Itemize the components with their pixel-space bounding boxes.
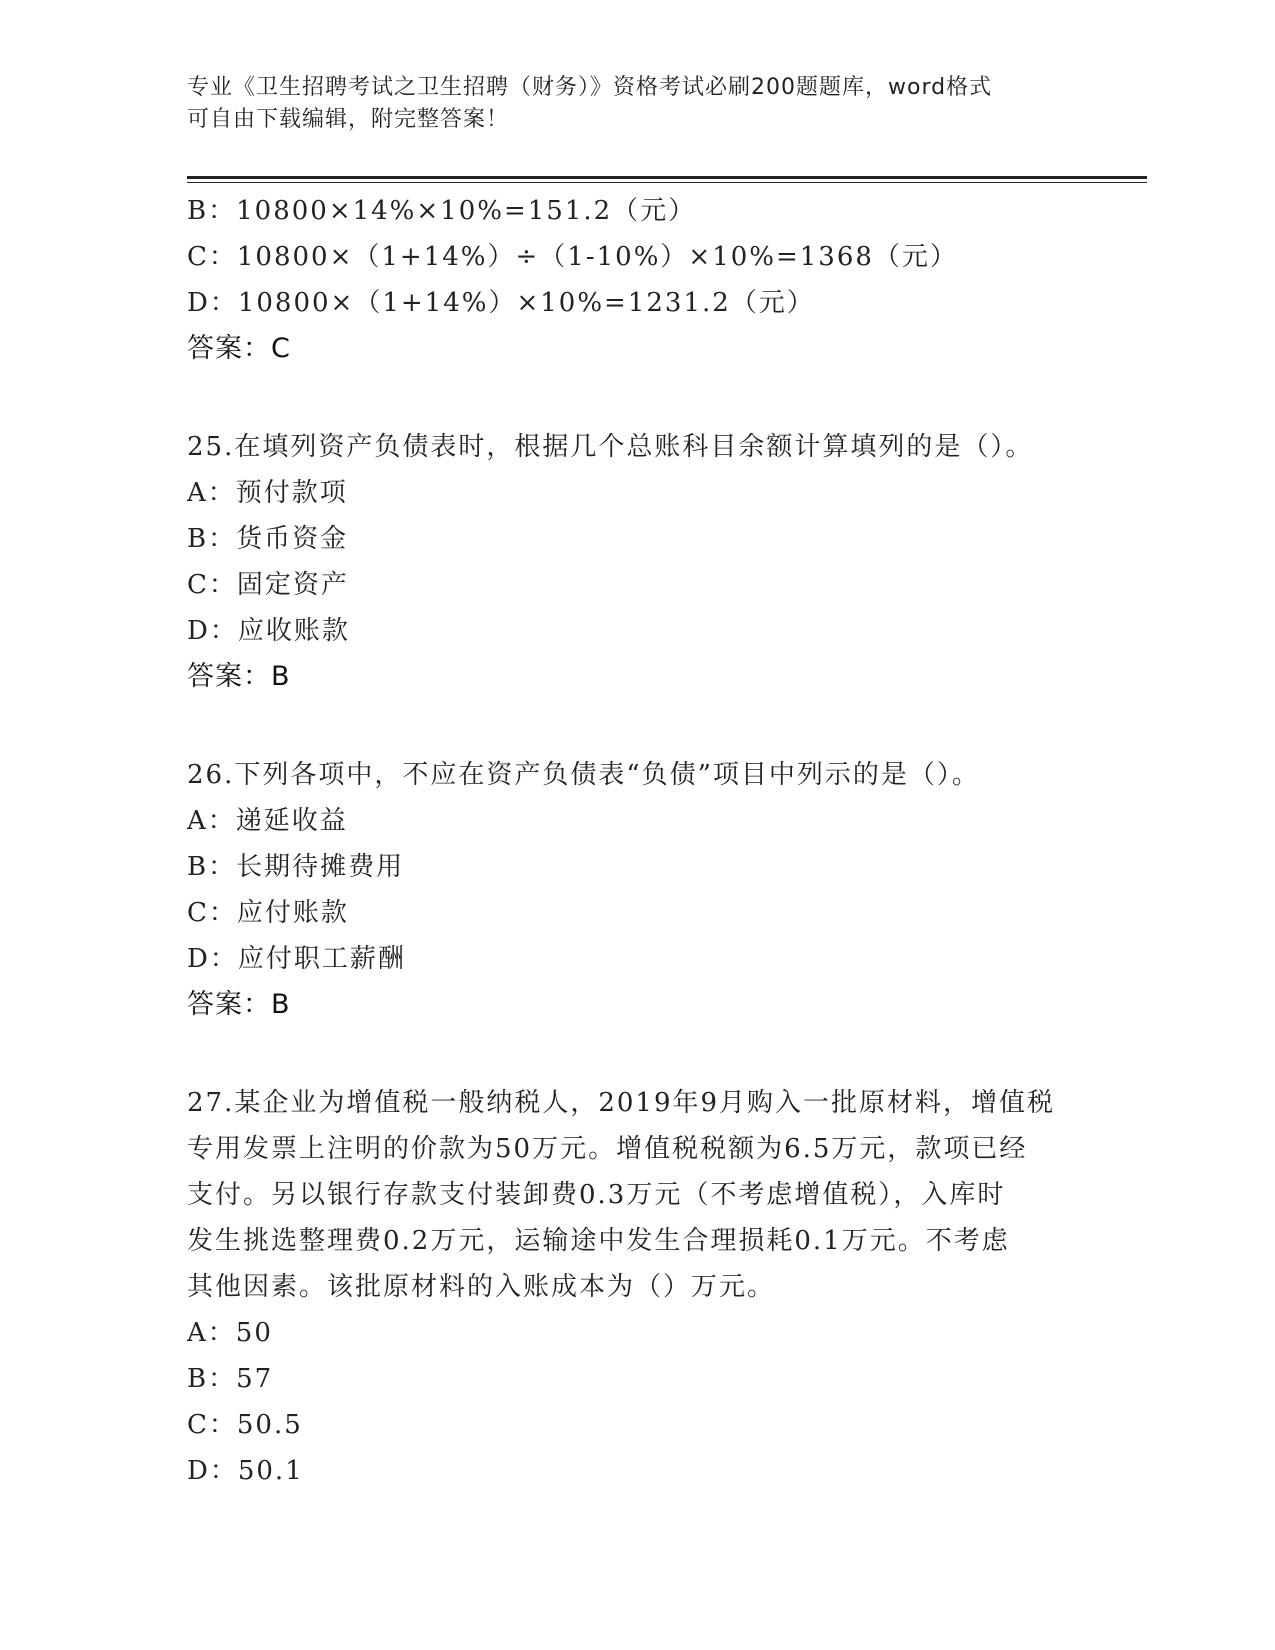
- header-divider-thin: [187, 182, 1147, 183]
- question-24: [187, 188, 1087, 372]
- option-d: D：50.1: [187, 1456, 304, 1486]
- header-line-2: 可自由下载编辑，附完整答案！: [187, 107, 510, 132]
- question-stem: 26.下列各项中，不应在资产负债表“负债”项目中列示的是（）。: [187, 760, 980, 790]
- question-stem-line: 27.某企业为增值税一般纳税人，2019年9月购入一批原材料，增值税: [187, 1088, 1056, 1118]
- question-stem-line: 其他因素。该批原材料的入账成本为（）万元。: [187, 1272, 776, 1302]
- answer: 答案：B: [187, 989, 291, 1020]
- question-26: [187, 752, 1087, 1028]
- spacer: [187, 1028, 1087, 1080]
- header-line-1: 专业《卫生招聘考试之卫生招聘（财务）》资格考试必刷200题题库，word格式: [187, 75, 993, 100]
- header-divider-thick: [187, 176, 1147, 179]
- option-c: C：应付账款: [187, 898, 349, 928]
- option-b: B：10800×14%×10%=151.2（元）: [187, 196, 697, 226]
- question-stem-line: 专用发票上注明的价款为50万元。增值税税额为6.5万元，款项已经: [187, 1134, 1028, 1164]
- option-c: C：10800×（1+14%）÷（1-10%）×10%=1368（元）: [187, 242, 958, 272]
- option-c: C：50.5: [187, 1410, 303, 1440]
- question-25: [187, 424, 1087, 700]
- spacer: [187, 372, 1087, 424]
- option-c: C：固定资产: [187, 570, 349, 600]
- answer: 答案：B: [187, 661, 291, 692]
- question-27: [187, 1080, 1087, 1494]
- spacer: [187, 700, 1087, 752]
- question-stem-line: 发生挑选整理费0.2万元，运输途中发生合理损耗0.1万元。不考虑: [187, 1226, 1010, 1256]
- answer: 答案：C: [187, 333, 291, 364]
- option-a: A：预付款项: [187, 478, 348, 508]
- question-stem-line: 支付。另以银行存款支付装卸费0.3万元（不考虑增值税），入库时: [187, 1180, 1006, 1210]
- option-a: A：递延收益: [187, 806, 348, 836]
- document-header: [187, 72, 1067, 136]
- question-list: [187, 188, 1087, 1494]
- option-b: B：57: [187, 1364, 274, 1394]
- option-d: D：应收账款: [187, 616, 350, 646]
- option-a: A：50: [187, 1318, 273, 1348]
- option-d: D：10800×（1+14%）×10%=1231.2（元）: [187, 288, 815, 318]
- option-b: B：货币资金: [187, 524, 349, 554]
- question-stem: 25.在填列资产负债表时，根据几个总账科目余额计算填列的是（）。: [187, 432, 1034, 462]
- option-d: D：应付职工薪酬: [187, 944, 406, 974]
- option-b: B：长期待摊费用: [187, 852, 405, 882]
